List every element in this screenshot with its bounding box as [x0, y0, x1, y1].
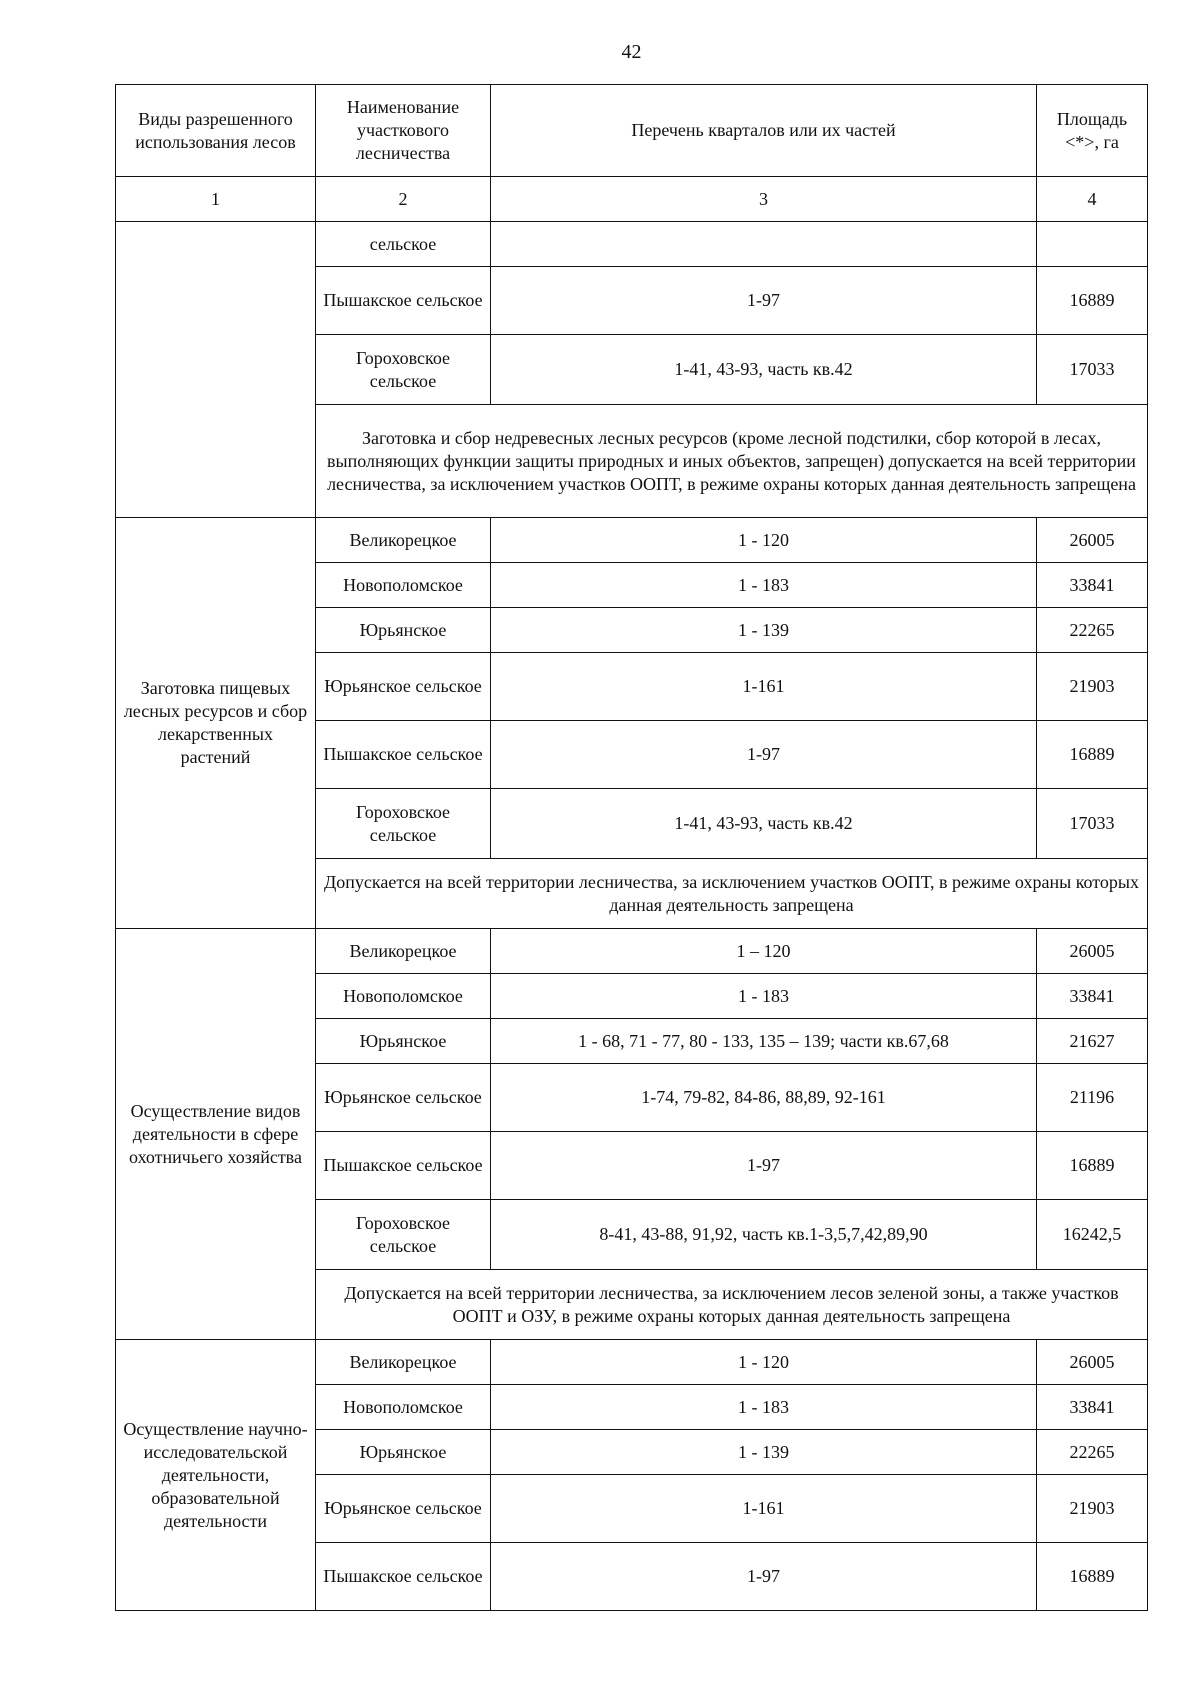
forestry-cell: Великорецкое [316, 1340, 491, 1385]
note-cell: Допускается на всей территории лесничества, за исключением лесов зеленой зоны, а также участков ООПТ и ОЗУ, в режиме охраны которых данная деятельность запрещена [316, 1270, 1148, 1340]
area-cell: 16889 [1037, 1132, 1148, 1200]
quarters-cell: 1-97 [491, 267, 1037, 335]
forestry-cell: Великорецкое [316, 518, 491, 563]
area-cell: 17033 [1037, 335, 1148, 405]
area-cell: 16889 [1037, 721, 1148, 789]
forestry-cell: сельское [316, 222, 491, 267]
use-type-cell: Осуществление научно-исследовательской деятельности, образовательной деятельности [116, 1340, 316, 1611]
quarters-cell: 1-74, 79-82, 84-86, 88,89, 92-161 [491, 1064, 1037, 1132]
note-cell: Допускается на всей территории лесничества, за исключением участков ООПТ, в режиме охраны которых данная деятельность запрещена [316, 859, 1148, 929]
area-cell: 26005 [1037, 518, 1148, 563]
forestry-cell: Новополомское [316, 974, 491, 1019]
area-cell: 21903 [1037, 653, 1148, 721]
area-cell: 17033 [1037, 789, 1148, 859]
quarters-cell: 1 - 183 [491, 1385, 1037, 1430]
area-cell: 33841 [1037, 1385, 1148, 1430]
use-type-continuation-cell [116, 222, 316, 518]
use-type-cell: Осуществление видов деятельности в сфере охотничьего хозяйства [116, 929, 316, 1340]
header-use-type: Виды разрешенного использования лесов [116, 85, 316, 177]
forestry-cell: Юрьянское [316, 1019, 491, 1064]
table-row [116, 222, 1148, 267]
quarters-cell: 1 - 139 [491, 608, 1037, 653]
forestry-cell: Юрьянское сельское [316, 1064, 491, 1132]
area-cell: 33841 [1037, 563, 1148, 608]
area-cell: 26005 [1037, 929, 1148, 974]
forestry-cell: Юрьянское сельское [316, 653, 491, 721]
column-number: 3 [491, 177, 1037, 222]
table-header-row [116, 85, 1148, 177]
forestry-cell: Гороховское сельское [316, 789, 491, 859]
forest-use-table [115, 84, 1148, 1611]
quarters-cell: 1 - 68, 71 - 77, 80 - 133, 135 – 139; части кв.67,68 [491, 1019, 1037, 1064]
area-cell: 16889 [1037, 267, 1148, 335]
quarters-cell: 1 – 120 [491, 929, 1037, 974]
forestry-cell: Юрьянское сельское [316, 1475, 491, 1543]
header-quarters: Перечень кварталов или их частей [491, 85, 1037, 177]
quarters-cell: 1-41, 43-93, часть кв.42 [491, 789, 1037, 859]
area-cell: 16242,5 [1037, 1200, 1148, 1270]
quarters-cell: 1-41, 43-93, часть кв.42 [491, 335, 1037, 405]
forestry-cell: Великорецкое [316, 929, 491, 974]
forestry-cell: Пышакское сельское [316, 1543, 491, 1611]
use-type-cell: Заготовка пищевых лесных ресурсов и сбор лекарственных растений [116, 518, 316, 929]
forestry-cell: Новополомское [316, 1385, 491, 1430]
quarters-cell: 1-161 [491, 1475, 1037, 1543]
area-cell: 33841 [1037, 974, 1148, 1019]
area-cell: 21903 [1037, 1475, 1148, 1543]
area-cell: 16889 [1037, 1543, 1148, 1611]
forestry-cell: Гороховское сельское [316, 1200, 491, 1270]
area-cell: 21196 [1037, 1064, 1148, 1132]
column-numbers-row [116, 177, 1148, 222]
quarters-cell: 1-161 [491, 653, 1037, 721]
quarters-cell: 1 - 120 [491, 518, 1037, 563]
column-number: 1 [116, 177, 316, 222]
table-row [116, 929, 1148, 974]
table-row [116, 518, 1148, 563]
header-forestry: Наименование участкового лесничества [316, 85, 491, 177]
forestry-cell: Пышакское сельское [316, 1132, 491, 1200]
forestry-cell: Новополомское [316, 563, 491, 608]
header-area: Площадь <*>, га [1037, 85, 1148, 177]
area-cell: 22265 [1037, 1430, 1148, 1475]
forestry-cell: Пышакское сельское [316, 721, 491, 789]
quarters-cell [491, 222, 1037, 267]
forestry-cell: Гороховское сельское [316, 335, 491, 405]
quarters-cell: 1-97 [491, 721, 1037, 789]
area-cell: 21627 [1037, 1019, 1148, 1064]
page-number: 42 [621, 41, 642, 63]
quarters-cell: 1 - 139 [491, 1430, 1037, 1475]
area-cell [1037, 222, 1148, 267]
quarters-cell: 1 - 183 [491, 563, 1037, 608]
quarters-cell: 1 - 183 [491, 974, 1037, 1019]
column-number: 4 [1037, 177, 1148, 222]
quarters-cell: 1-97 [491, 1132, 1037, 1200]
quarters-cell: 1 - 120 [491, 1340, 1037, 1385]
area-cell: 26005 [1037, 1340, 1148, 1385]
quarters-cell: 8-41, 43-88, 91,92, часть кв.1-3,5,7,42,89,90 [491, 1200, 1037, 1270]
quarters-cell: 1-97 [491, 1543, 1037, 1611]
table-row [116, 1340, 1148, 1385]
forestry-cell: Юрьянское [316, 1430, 491, 1475]
forestry-cell: Пышакское сельское [316, 267, 491, 335]
column-number: 2 [316, 177, 491, 222]
area-cell: 22265 [1037, 608, 1148, 653]
forestry-cell: Юрьянское [316, 608, 491, 653]
note-cell: Заготовка и сбор недревесных лесных ресурсов (кроме лесной подстилки, сбор которой в лесах, выполняющих функции защиты природных и иных объектов, запрещен) допускается на всей территории лесничества, за исключением участков ООПТ, в режиме охраны которых данная деятельность запрещена [316, 405, 1148, 518]
